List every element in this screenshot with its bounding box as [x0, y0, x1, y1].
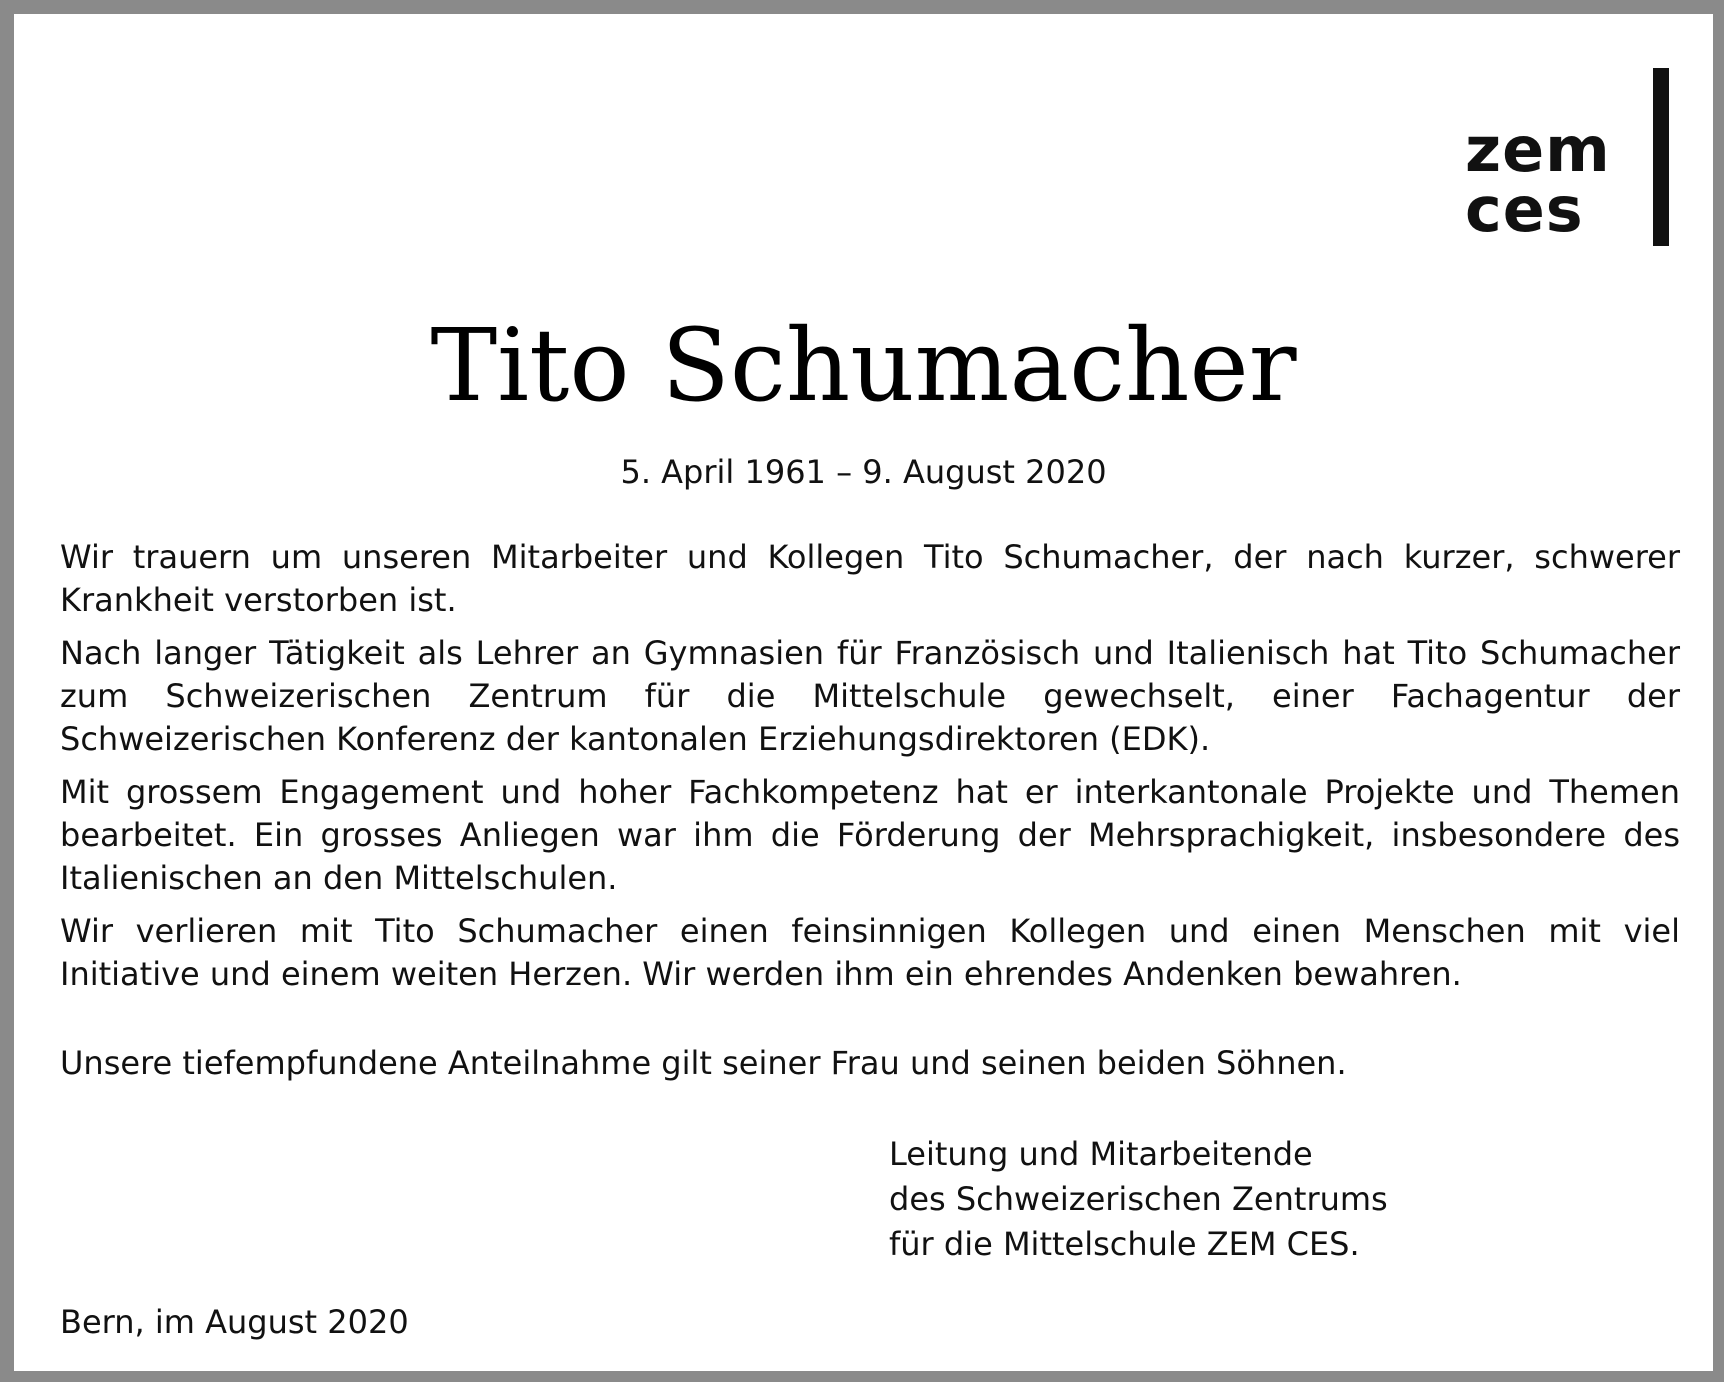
condolence-text: Unsere tiefempfundene Anteilnahme gilt seiner Frau und seinen beiden Söhnen. [60, 1044, 1347, 1082]
obituary-page [14, 14, 1713, 1371]
signature-line-1: Leitung und Mitarbeitende [889, 1135, 1313, 1173]
paragraph-4: Wir verlieren mit Tito Schumacher einen feinsinnigen Kollegen und einen Menschen mit viel Initiative und einem weiten Herzen. Wir werden ihm ein ehrendes Andenken bewahren. [60, 912, 1680, 993]
deceased-name-title: Tito Schumacher [430, 307, 1297, 424]
zem-ces-logo [1465, 113, 1665, 254]
signature-line-2: des Schweizerischen Zentrums [889, 1180, 1388, 1218]
obituary-body [60, 536, 1680, 996]
paragraph-1: Wir trauern um unseren Mitarbeiter und Kollegen Tito Schumacher, der nach kurzer, schwerer Krankheit verstorben ist. [60, 538, 1680, 619]
paragraph-3: Mit grossem Engagement und hoher Fachkompetenz hat er interkantonale Projekte und Themen bearbeitet. Ein grosses Anliegen war ihm die Förderung der Mehrsprachigkeit, insbesondere des Italienischen an den Mittelschulen. [60, 773, 1680, 897]
logo-text-zem: zem [1465, 113, 1611, 186]
signature-block [889, 1132, 1388, 1267]
signature-line-3: für die Mittelschule ZEM CES. [889, 1225, 1360, 1263]
logo-bar [1653, 68, 1669, 246]
life-dates: 5. April 1961 – 9. August 2020 [620, 453, 1107, 491]
logo-text-ces: ces [1465, 173, 1584, 246]
place-and-date: Bern, im August 2020 [60, 1303, 409, 1341]
paragraph-2: Nach langer Tätigkeit als Lehrer an Gymnasien für Französisch und Italienisch hat Tito Schumacher zum Schweizerischen Zentrum für die Mittelschule gewechselt, einer Fachagentur der Schweizerischen Konferenz der kantonalen Erziehungsdirektoren (EDK). [60, 634, 1680, 758]
